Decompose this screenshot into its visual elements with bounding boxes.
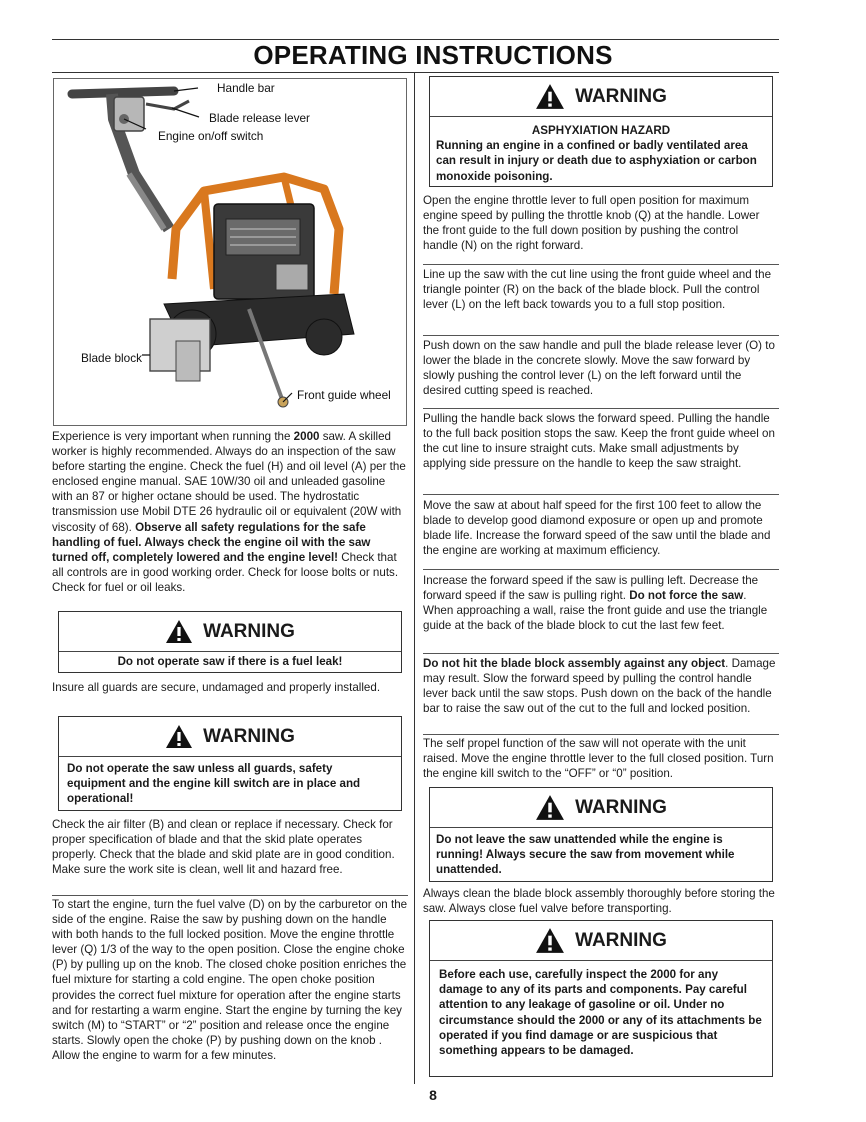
rule [423, 335, 779, 336]
guards-paragraph: Insure all guards are secure, undamaged and properly installed. [52, 681, 381, 694]
label-front-guide-wheel: Front guide wheel [297, 388, 391, 402]
warning-triangle-icon [535, 794, 565, 821]
warning-title: WARNING [203, 621, 295, 642]
warning-title: WARNING [203, 726, 295, 747]
warning-text: Do not operate saw if there is a fuel leak! [117, 655, 343, 668]
warning-triangle-icon [165, 724, 193, 749]
release-lever [146, 101, 189, 109]
start-engine-paragraph: To start the engine, turn the fuel valve (D) on by the carburetor on the side of the engine. Raise the saw by pushing down on the handle with both hands to the full locked position. Move the engine throttle lever (Q) 1/3 of the way to the open position. Close the engine choke (P) by pulling up on the knob. The closed choke position enriches the fuel mixture for starting a cold engine. The open choke position provides the correct fuel mixture for operation after the engine starts and for restarting a warm engine. Start the engine by turning the key switch (M) to “START” or “2” position and release once the engine starts. Slowly open the choke (P) by pushing down on the knob . Allow the engine to warm for a few minutes. [52, 898, 408, 1062]
intro-paragraph: Experience is very important when running the 2000 saw. A skilled worker is highly recommended. Always do an inspection of the saw before starting the engine. Check the fuel (H) and oil level (A) per the enclosed engine manual. SAE 10W/30 oil and unleaded gasoline with an 87 or higher octane should be used. The hydrostatic transmission use Mobil DTE 26 hydraulic oil or equivalent (20W with viscosity of 68). Observe all safety regulations for the safe handling of fuel. Always check the engine oil with the saw turned off, completely lowered and the engine level! Check that all controls are in good working order. Check for loose bolts or nuts. Check for fuel or oil leaks. [52, 430, 406, 594]
pulling-paragraph: Increase the forward speed if the saw is pulling left. Decrease the forward speed if the saw is pulling right. Do not force the saw. When approaching a wall, raise the front guide and use the triangle guide at the back of the blade block to cut the last few feet. [423, 574, 768, 633]
warning-title: WARNING [575, 797, 667, 818]
warning-title: WARNING [575, 930, 667, 951]
do-not-hit-paragraph: Do not hit the blade block assembly against any object. Damage may result. Slow the forward speed by pulling the control handle lever back until the saw stops. Push down on the back of the handle bar to raise the saw out of the cut to the full and locked position. [423, 657, 776, 716]
handle-grip [72, 91, 174, 94]
label-blade-release-lever: Blade release lever [209, 111, 310, 125]
label-engine-switch: Engine on/off switch [158, 129, 264, 143]
self-propel-paragraph: The self propel function of the saw will not operate with the unit raised. Move the engine throttle lever to the full closed position. Turn the engine kill switch to the “OFF” or “0” position. [423, 737, 774, 781]
warning-header [430, 788, 772, 828]
warning-subtitle: ASPHYXIATION HAZARD [531, 124, 671, 137]
warning-text: Before each use, carefully inspect the 2000 for any damage to any of its parts and components. Pay careful attention to any leakage of gasoline or oil. Under no circumstance should the 2000 or any of its attachments be operated if you find damage or are suspicious that something appears to be damaged. [439, 968, 762, 1058]
air-filter-paragraph: Check the air filter (B) and clean or replace if necessary. Check for proper specification of blade and that the skid plate operates properly. Check that the blade and skid plate are in good condition. Make sure the work site is clean, well lit and hazard free. [52, 818, 395, 877]
warning-header [430, 921, 772, 961]
warning-header [59, 717, 401, 757]
warning-fuel-leak [58, 611, 402, 673]
rule [423, 569, 779, 570]
rule [423, 408, 779, 409]
label-blade-block: Blade block [81, 351, 142, 365]
warning-triangle-icon [535, 83, 565, 110]
warning-triangle-icon [535, 927, 565, 954]
rule [423, 264, 779, 265]
warning-triangle-icon [165, 619, 193, 644]
warning-text: Running an engine in a confined or badly ventilated area can result in injury or death due to asphyxiation or carbon monoxide poisoning. [436, 139, 757, 183]
half-speed-paragraph: Move the saw at about half speed for the first 100 feet to allow the blade to develop good diamond exposure or open up and promote blade life. Increase the forward speed of the saw until the blade and the engine are working at maximum efficiency. [423, 499, 771, 558]
label-handle-bar: Handle bar [217, 81, 275, 95]
warning-guards [58, 716, 402, 811]
warning-header [59, 612, 401, 652]
saw-illustration [53, 78, 407, 426]
column-divider [414, 72, 415, 1084]
rule [423, 734, 779, 735]
page-title: OPERATING INSTRUCTIONS [253, 40, 613, 70]
title-rule [52, 72, 779, 73]
warning-unattended [429, 787, 773, 882]
forward-speed-paragraph: Pulling the handle back slows the forward speed. Pulling the handle to the full back position stops the saw. Keep the front guide wheel on the cut line to insure straight cuts. Make small adjustments by applying side pressure on the handle to keep the saw straight. [423, 412, 775, 471]
rule [423, 653, 779, 654]
lower-blade-paragraph: Push down on the saw handle and pull the blade release lever (O) to lower the blade in the concrete slowly. Move the saw forward by slowly pushing the control lever (L) on the left forward until the desired cutting speed is reached. [423, 339, 775, 398]
warning-title: WARNING [575, 86, 667, 107]
throttle-paragraph: Open the engine throttle lever to full open position for maximum engine speed by pulling the throttle knob (Q) at the handle. Lower the front guide to the full down position by pushing the control handle (N) on the right forward. [423, 194, 760, 253]
cleaning-paragraph: Always clean the blade block assembly thoroughly before storing the saw. Always close fuel valve before transporting. [423, 887, 775, 916]
page-number: 8 [429, 1087, 437, 1103]
rule [423, 494, 779, 495]
warning-header [430, 77, 772, 117]
rule [52, 895, 408, 896]
warning-inspect [429, 920, 773, 1077]
line-up-paragraph: Line up the saw with the cut line using the front guide wheel and the triangle pointer (R) on the back of the blade block. Pull the control lever (L) on the left back towards you to a full stop position. [423, 268, 772, 312]
warning-text: Do not operate the saw unless all guards, safety equipment and the engine kill switch are in place and operational! [67, 762, 361, 806]
warning-asphyxiation [429, 76, 773, 187]
warning-text: Do not leave the saw unattended while the engine is running! Always secure the saw from movement while unattended. [436, 833, 735, 877]
